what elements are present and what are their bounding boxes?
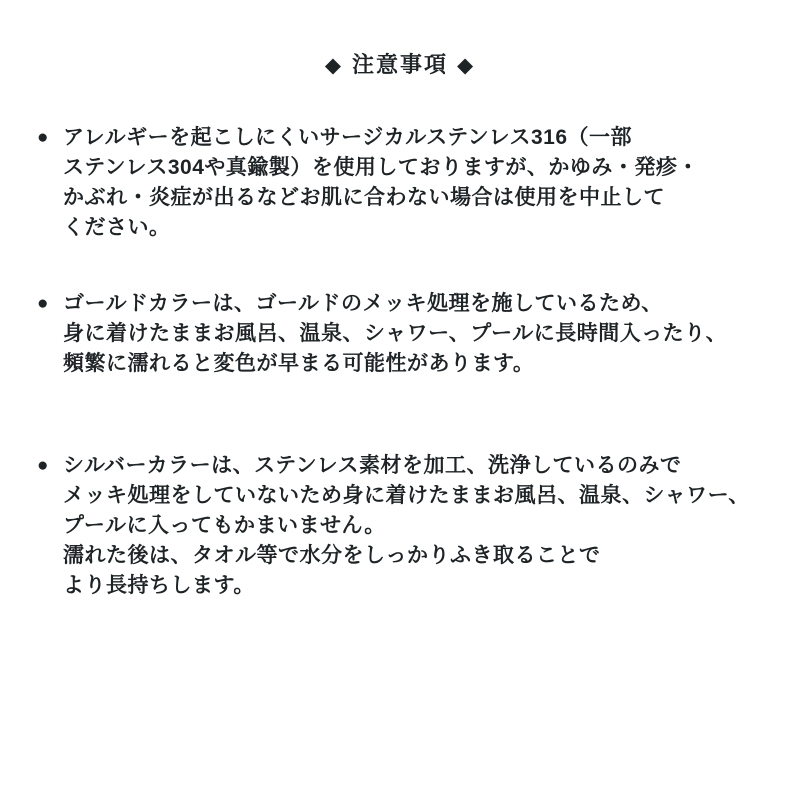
bullet-icon: ● — [37, 293, 49, 314]
notice-line: 身に着けたままお風呂、温泉、シャワー、プールに長時間入ったり、 — [63, 322, 728, 345]
notice-line: メッキ処理をしていないため身に着けたままお風呂、温泉、シャワー、 — [63, 484, 750, 507]
notice-item-gold-color — [0, 289, 800, 379]
page-title-text: 注意事項 — [351, 52, 448, 77]
notice-item-silver-color — [0, 451, 800, 601]
notice-line: ゴールドカラーは、ゴールドのメッキ処理を施しているため、 — [63, 292, 663, 315]
notice-line: プールに入ってもかまいません。 — [63, 514, 386, 537]
notice-item-allergy — [0, 123, 800, 243]
diamond-icon-left: ◆ — [324, 54, 343, 77]
notice-item-text — [63, 289, 780, 379]
notice-line: シルバーカラーは、ステンレス素材を加工、洗浄しているのみで — [63, 454, 682, 477]
page-title — [0, 50, 800, 81]
notice-line: より長持ちします。 — [63, 574, 255, 597]
notice-line: ステンレス304や真鍮製）を使用しておりますが、かゆみ・発疹・ — [63, 156, 699, 179]
notice-line: ください。 — [63, 216, 171, 239]
notice-line: 濡れた後は、タオル等で水分をしっかりふき取ることで — [63, 544, 601, 567]
bullet-icon: ● — [37, 127, 49, 148]
bullet-icon: ● — [37, 455, 49, 476]
notice-item-text — [63, 451, 780, 601]
diamond-icon-right: ◆ — [457, 54, 476, 77]
notice-line: 頻繁に濡れると変色が早まる可能性があります。 — [63, 352, 535, 375]
notice-line: アレルギーを起こしにくいサージカルステンレス316（一部 — [63, 126, 632, 149]
notice-line: かぶれ・炎症が出るなどお肌に合わない場合は使用を中止して — [63, 186, 665, 209]
notice-item-text — [63, 123, 780, 243]
